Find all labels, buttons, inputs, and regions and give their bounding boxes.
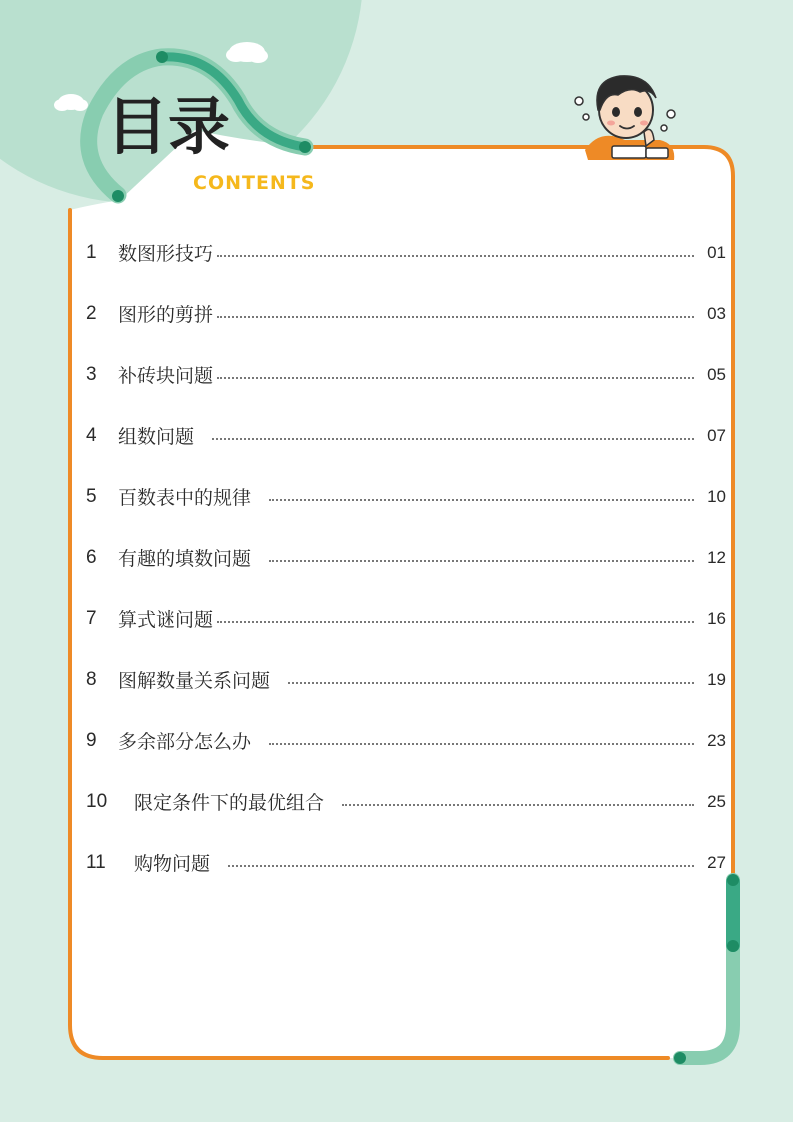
toc-item[interactable] <box>86 832 726 893</box>
arc-dot <box>299 141 311 153</box>
toc-item-title: 有趣的填数问题 <box>118 548 252 570</box>
toc-item-title: 组数问题 <box>118 426 195 448</box>
toc-leader-dots <box>288 682 694 684</box>
toc-item[interactable] <box>86 527 726 588</box>
arc-dot <box>112 190 124 202</box>
toc-leader-dots <box>269 560 694 562</box>
toc-item-title: 百数表中的规律 <box>118 487 252 509</box>
toc-item[interactable] <box>86 710 726 771</box>
toc-item-number: 10 <box>86 790 108 812</box>
toc-item-page: 03 <box>707 303 726 323</box>
toc-leader-dots <box>228 865 694 867</box>
corner-dot <box>727 874 739 886</box>
toc-item-number: 8 <box>86 668 97 690</box>
reading-boy-illustration <box>575 76 675 160</box>
toc-leader-dots <box>217 255 694 257</box>
toc-item-page: 07 <box>707 425 726 445</box>
page-title: 目录 <box>106 90 231 163</box>
table-of-contents <box>86 222 726 893</box>
toc-leader-dots <box>342 804 694 806</box>
toc-item-number: 2 <box>86 302 97 324</box>
toc-leader-dots <box>212 438 694 440</box>
toc-item-number: 9 <box>86 729 97 751</box>
toc-item-page: 10 <box>707 486 726 506</box>
toc-item-page: 19 <box>707 669 726 689</box>
toc-item-page: 25 <box>707 791 726 811</box>
toc-item-page: 12 <box>707 547 726 567</box>
toc-item[interactable] <box>86 588 726 649</box>
toc-item-title: 图形的剪拼 <box>118 304 214 326</box>
toc-item[interactable] <box>86 405 726 466</box>
corner-dot <box>674 1052 686 1064</box>
toc-item-title: 算式谜问题 <box>118 609 214 631</box>
toc-item-page: 05 <box>707 364 726 384</box>
toc-item[interactable] <box>86 283 726 344</box>
toc-item-number: 5 <box>86 485 97 507</box>
toc-item[interactable] <box>86 771 726 832</box>
toc-leader-dots <box>217 316 694 318</box>
toc-item-number: 4 <box>86 424 97 446</box>
toc-item[interactable] <box>86 222 726 283</box>
arc-dot <box>156 51 168 63</box>
toc-item-page: 27 <box>707 852 726 872</box>
page-subtitle: CONTENTS <box>193 172 316 194</box>
toc-item-number: 6 <box>86 546 97 568</box>
toc-item-title: 限定条件下的最优组合 <box>134 792 325 814</box>
toc-item[interactable] <box>86 649 726 710</box>
toc-item[interactable] <box>86 344 726 405</box>
toc-item-number: 11 <box>86 851 106 873</box>
toc-item-number: 1 <box>86 241 97 263</box>
toc-leader-dots <box>269 499 694 501</box>
toc-item-title: 购物问题 <box>134 853 211 875</box>
toc-item-number: 3 <box>86 363 97 385</box>
corner-dot <box>727 940 739 952</box>
toc-item-title: 数图形技巧 <box>118 243 214 265</box>
toc-item-title: 多余部分怎么办 <box>118 731 252 753</box>
toc-leader-dots <box>269 743 694 745</box>
toc-item-page: 23 <box>707 730 726 750</box>
toc-leader-dots <box>217 377 694 379</box>
toc-item-page: 16 <box>707 608 726 628</box>
toc-item-title: 图解数量关系问题 <box>118 670 271 692</box>
toc-leader-dots <box>217 621 694 623</box>
toc-item[interactable] <box>86 466 726 527</box>
toc-item-title: 补砖块问题 <box>118 365 214 387</box>
toc-item-page: 01 <box>707 242 726 262</box>
toc-item-number: 7 <box>86 607 97 629</box>
